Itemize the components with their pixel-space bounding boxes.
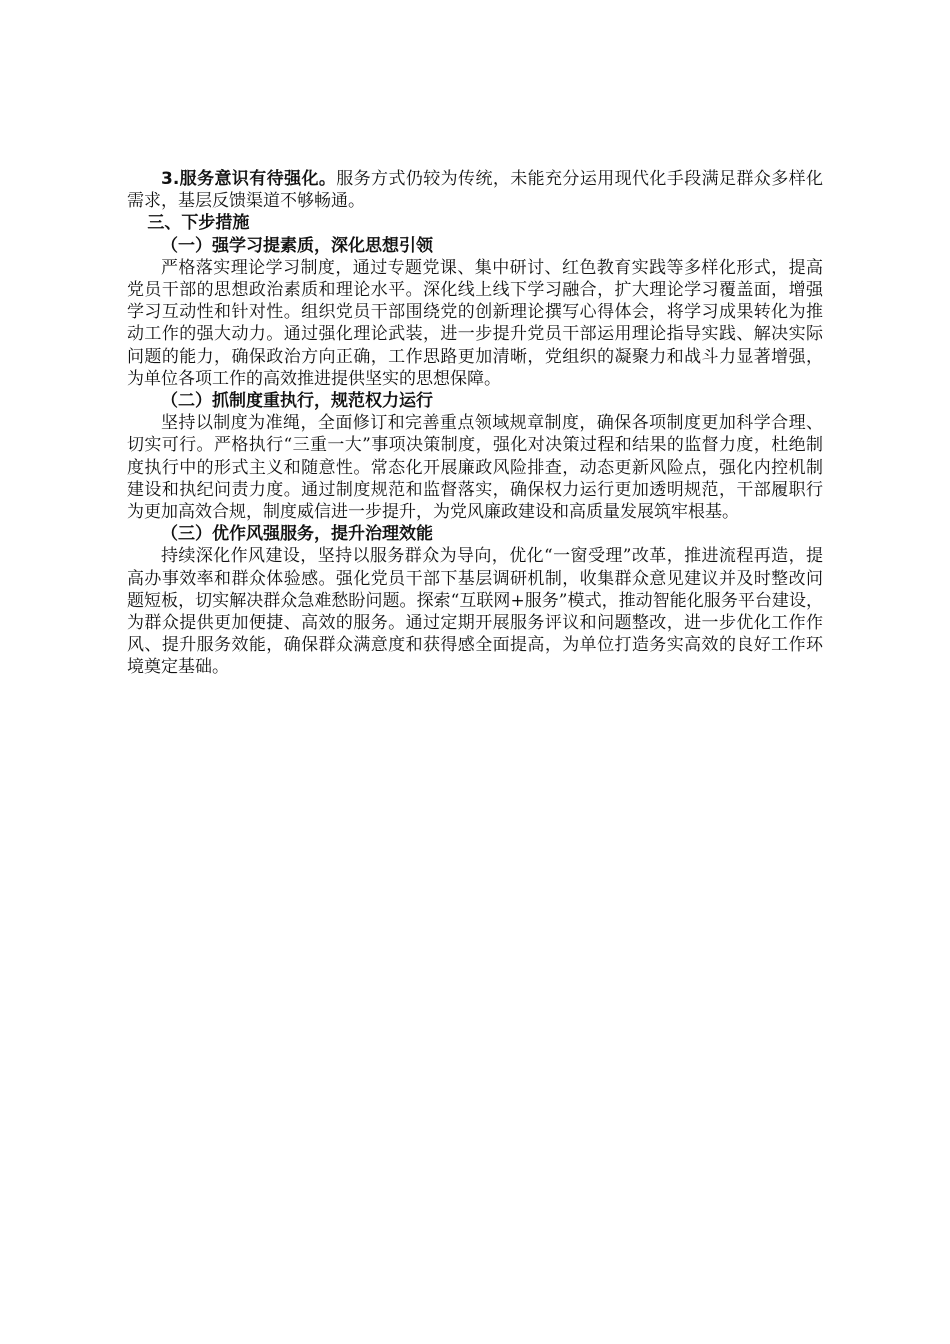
section-3-heading: 三、下步措施	[147, 213, 250, 234]
subsection-1-body: 严格落实理论学习制度，通过专题党课、集中研讨、红色教育实践等多样化形式，提高党员干部的思想政治素质和理论水平。深化线上线下学习融合，扩大理论学习覆盖面，增强学习互动性和针对性。组织党员干部围绕党的创新理论撰写心得体会，将学习成果转化为推动工作的强大动力。通过强化理论武装，进一步提升党员干部运用理论指导实践、解决实际问题的能力，确保政治方向正确，工作思路更加清晰，党组织的凝聚力和战斗力显著增强，为单位各项工作的高效推进提供坚实的思想保障。	[127, 257, 823, 389]
subsection-2-heading: （二）抓制度重执行，规范权力运行	[161, 391, 433, 412]
paragraph-item-3	[127, 168, 823, 212]
document-body	[127, 168, 823, 679]
item-3-body: 服务方式仍较为传统，未能充分运用现代化手段满足群众多样化需求，基层反馈渠道不够畅通。	[127, 169, 823, 212]
subsection-2-body: 坚持以制度为准绳，全面修订和完善重点领域规章制度，确保各项制度更加科学合理、切实可行。严格执行“三重一大”事项决策制度，强化对决策过程和结果的监督力度，杜绝制度执行中的形式主义和随意性。常态化开展廉政风险排查，动态更新风险点，强化内控机制建设和执纪问责力度。通过制度规范和监督落实，确保权力运行更加透明规范，干部履职行为更加高效合规，制度威信进一步提升，为党风廉政建设和高质量发展筑牢根基。	[127, 413, 823, 523]
subsection-3-body: 持续深化作风建设，坚持以服务群众为导向，优化“一窗受理”改革，推进流程再造，提高办事效率和群众体验感。强化党员干部下基层调研机制，收集群众意见建议并及时整改问题短板，切实解决群众急难愁盼问题。探索“互联网+服务”模式，推动智能化服务平台建设，为群众提供更加便捷、高效的服务。通过定期开展服务评议和问题整改，进一步优化工作作风、提升服务效能，确保群众满意度和获得感全面提高，为单位打造务实高效的良好工作环境奠定基础。	[127, 546, 823, 678]
subsection-1-heading: （一）强学习提素质，深化思想引领	[161, 235, 433, 256]
subsection-3-heading: （三）优作风强服务，提升治理效能	[161, 524, 433, 545]
item-3-title: 3.服务意识有待强化。	[161, 169, 337, 189]
